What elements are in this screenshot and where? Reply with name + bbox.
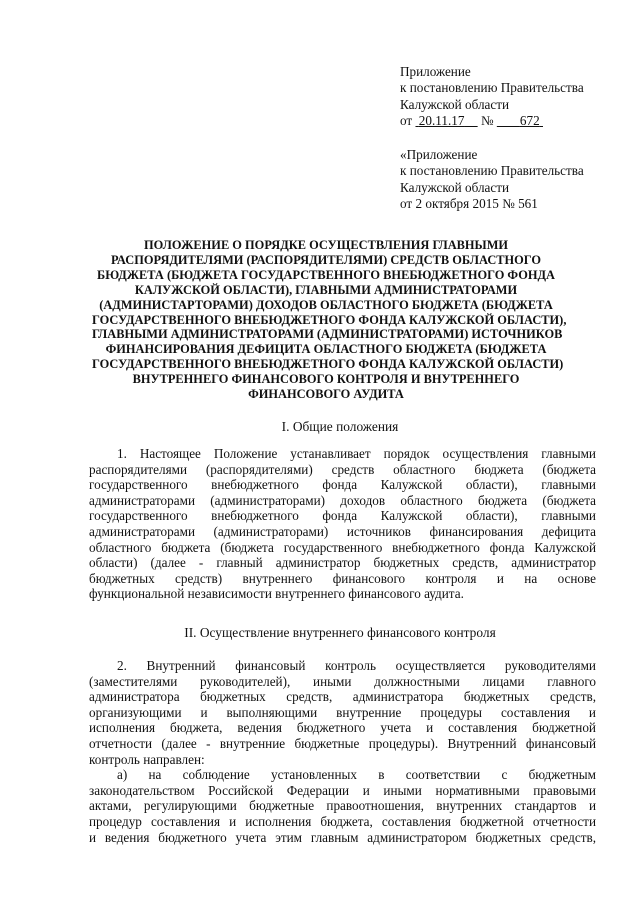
text-line: распорядителями (распорядителями) средств областного бюджета (бюджета [89, 461, 596, 477]
text-line: актами, регулирующими бюджетные правоотношения, внутренних стандартов и [89, 798, 596, 814]
resolution-number [497, 113, 543, 128]
section-1-heading: I. Общие положения [281, 419, 399, 434]
title-line: ПОЛОЖЕНИЕ О ПОРЯДКЕ ОСУЩЕСТВЛЕНИЯ ГЛАВНЫМИ [143, 238, 509, 252]
title-line: (АДМИНИСТАРТОРАМИ) ДОХОДОВ ОБЛАСТНОГО БЮДЖЕТА (БЮДЖЕТА [99, 297, 553, 312]
section-1-paragraph [89, 446, 596, 602]
resolution-date-value: 20.11.17 [418, 113, 465, 129]
title-line: БЮДЖЕТА (БЮДЖЕТА ГОСУДАРСТВЕННОГО ВНЕБЮДЖЕТНОГО ФОНДА [97, 267, 555, 282]
appendix-old-line-4: от 2 октября 2015 № 561 [400, 196, 538, 212]
appendix-old-line-3: Калужской области [400, 179, 510, 195]
text-line: государственного внебюджетного фонда Калужской области), главными [89, 477, 596, 493]
appendix-new-line-3: Калужской области [400, 96, 510, 112]
text-line: администраторами (администраторами) источников финансирования дефицита [89, 523, 596, 539]
text-line: 1. Настоящее Положение устанавливает порядок осуществления главными [117, 446, 596, 461]
text-line: организующими и выполняющими внутренние процедуры составления и [89, 704, 596, 720]
text-line: областного бюджета (бюджета государственного внебюджетного фонда Калужской [89, 539, 596, 555]
number-sign: № [480, 113, 494, 129]
resolution-number-value: 672 [519, 113, 540, 129]
title-line: ФИНАНСИРОВАНИЯ ДЕФИЦИТА ОБЛАСТНОГО БЮДЖЕТА (БЮДЖЕТА [105, 342, 547, 357]
text-line: контроль направлен: [89, 751, 205, 767]
text-line: исполнения бюджета, ведения бюджетного учета и составления бюджетной [89, 720, 596, 736]
title-line: ФИНАНСОВОГО АУДИТА [248, 387, 404, 402]
text-line: процедур составления и исполнения бюджета, составления бюджетной отчетности [89, 813, 596, 829]
text-line: бюджетных средств) внутреннего финансового контроля и на основе [89, 570, 596, 586]
title-line: ВНУТРЕННЕГО ФИНАНСОВОГО КОНТРОЛЯ И ВНУТРЕННЕГО [132, 372, 520, 387]
section-2-paragraph [89, 658, 596, 845]
text-line: законодательством Российской Федерации и иными нормативными правовыми [89, 782, 596, 798]
text-line: государственного внебюджетного фонда Калужской области), главными [89, 508, 596, 524]
appendix-header-new [400, 64, 632, 130]
appendix-old-line-1: «Приложение [400, 147, 478, 162]
appendix-header-old [400, 147, 632, 213]
section-2-heading: II. Осуществление внутреннего финансового контроля [184, 625, 496, 640]
text-line: отчетности (далее - внутренние бюджетные процедуры). Внутренний финансовый [89, 735, 596, 751]
appendix-new-line-1: Приложение [400, 64, 471, 79]
title-line: КАЛУЖСКОЙ ОБЛАСТИ), ГЛАВНЫМИ АДМИНИСТРАТОРАМИ [134, 282, 518, 297]
title-line: ГОСУДАРСТВЕННОГО ВНЕБЮДЖЕТНОГО ФОНДА КАЛУЖСКОЙ ОБЛАСТИ) [92, 357, 564, 372]
title-line: ГОСУДАРСТВЕННОГО ВНЕБЮДЖЕТНОГО ФОНДА КАЛУЖСКОЙ ОБЛАСТИ), [92, 312, 567, 327]
title-line: РАСПОРЯДИТЕЛЯМИ (РАСПОРЯДИТЕЛЯМИ) СРЕДСТВ ОБЛАСТНОГО [110, 252, 542, 267]
date-prefix: от [400, 113, 413, 129]
appendix-old-line-2: к постановлению Правительства [400, 163, 584, 179]
document-title [92, 238, 567, 402]
text-line: администраторами (администраторами) доходов областного бюджета (бюджета [89, 492, 596, 508]
appendix-new-date-line [400, 113, 632, 129]
text-line: функциональной независимости внутреннего финансового аудита. [89, 586, 464, 602]
text-line: (заместителями руководителей), иными должностными лицами главного [89, 673, 596, 689]
resolution-date [415, 113, 477, 128]
text-line: 2. Внутренний финансовый контроль осуществляется руководителями [117, 658, 596, 673]
text-line: области) (далее - главный администратор бюджетных средств, администратор [89, 555, 596, 571]
text-line: а) на соблюдение установленных в соответствии с бюджетным [117, 767, 596, 783]
text-line: и ведения бюджетного учета этим главным администратором бюджетных средств, [89, 829, 596, 845]
text-line: администратора бюджетных средств, администратора бюджетных средств, [89, 689, 596, 705]
appendix-new-line-2: к постановлению Правительства [400, 80, 584, 96]
title-line: ГЛАВНЫМИ АДМИНИСТРАТОРАМИ (АДМИНИСТРАТОРАМИ) ИСТОЧНИКОВ [92, 327, 563, 342]
